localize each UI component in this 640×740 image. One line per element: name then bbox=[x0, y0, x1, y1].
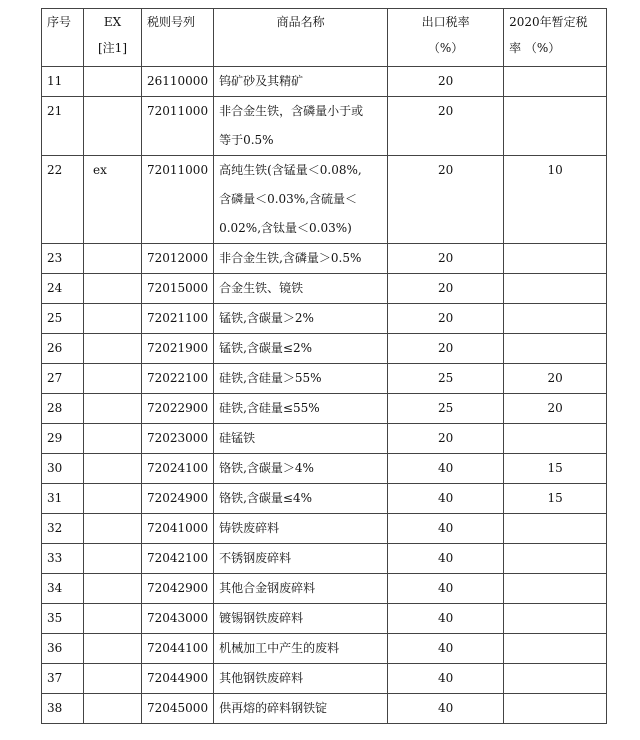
cell-provisional-rate bbox=[504, 424, 607, 454]
cell-product-name bbox=[214, 244, 388, 274]
table-row bbox=[42, 156, 607, 244]
cell-product-name bbox=[214, 664, 388, 694]
header-export-rate-line1: 出口税率 bbox=[421, 15, 470, 29]
cell-ex bbox=[84, 514, 142, 544]
header-provisional-rate-line2: 率 （%） bbox=[509, 41, 561, 55]
table-row bbox=[42, 694, 607, 724]
header-ex bbox=[84, 9, 142, 67]
cell-ex bbox=[84, 694, 142, 724]
cell-product-name bbox=[214, 364, 388, 394]
table-row bbox=[42, 514, 607, 544]
cell-tariff-code: 72012000 bbox=[142, 244, 214, 274]
cell-tariff-code: 72045000 bbox=[142, 694, 214, 724]
cell-serial-number: 34 bbox=[42, 574, 84, 604]
cell-provisional-rate bbox=[504, 274, 607, 304]
cell-product-name bbox=[214, 484, 388, 514]
cell-serial-number: 30 bbox=[42, 454, 84, 484]
cell-provisional-rate: 20 bbox=[504, 364, 607, 394]
cell-tariff-code: 72021900 bbox=[142, 334, 214, 364]
table-row bbox=[42, 424, 607, 454]
table-row bbox=[42, 334, 607, 364]
header-product-name: 商品名称 bbox=[214, 9, 388, 67]
cell-serial-number: 31 bbox=[42, 484, 84, 514]
cell-product-name bbox=[214, 604, 388, 634]
cell-ex bbox=[84, 544, 142, 574]
cell-ex bbox=[84, 484, 142, 514]
cell-ex bbox=[84, 97, 142, 156]
cell-serial-number: 27 bbox=[42, 364, 84, 394]
cell-export-rate: 20 bbox=[388, 67, 504, 97]
table-row bbox=[42, 664, 607, 694]
cell-ex bbox=[84, 67, 142, 97]
cell-provisional-rate: 15 bbox=[504, 484, 607, 514]
cell-product-name bbox=[214, 574, 388, 604]
cell-serial-number: 24 bbox=[42, 274, 84, 304]
cell-serial-number: 11 bbox=[42, 67, 84, 97]
cell-ex bbox=[84, 454, 142, 484]
product-name-line: 其他钢铁废碎料 bbox=[219, 671, 304, 685]
product-name-line: 其他合金钢废碎料 bbox=[219, 581, 316, 595]
cell-serial-number: 36 bbox=[42, 634, 84, 664]
cell-ex bbox=[84, 424, 142, 454]
cell-export-rate: 25 bbox=[388, 394, 504, 424]
product-name-line: 非合金生铁，含磷量小于或 bbox=[219, 104, 364, 118]
cell-ex bbox=[84, 664, 142, 694]
cell-tariff-code: 72011000 bbox=[142, 156, 214, 244]
cell-provisional-rate bbox=[504, 574, 607, 604]
cell-product-name bbox=[214, 634, 388, 664]
cell-serial-number: 32 bbox=[42, 514, 84, 544]
product-name-line: 锰铁,含碳量≤2% bbox=[219, 341, 312, 355]
cell-serial-number: 37 bbox=[42, 664, 84, 694]
cell-tariff-code: 72041000 bbox=[142, 514, 214, 544]
product-name-line: 合金生铁、镜铁 bbox=[219, 281, 304, 295]
cell-ex bbox=[84, 274, 142, 304]
cell-tariff-code: 72011000 bbox=[142, 97, 214, 156]
header-export-rate-line2: （%） bbox=[427, 41, 464, 55]
cell-provisional-rate bbox=[504, 604, 607, 634]
cell-provisional-rate: 20 bbox=[504, 394, 607, 424]
cell-export-rate: 40 bbox=[388, 484, 504, 514]
cell-tariff-code: 72022100 bbox=[142, 364, 214, 394]
cell-export-rate: 20 bbox=[388, 304, 504, 334]
header-provisional-rate bbox=[504, 9, 607, 67]
header-provisional-rate-line1: 2020年暂定税 bbox=[509, 15, 588, 29]
cell-export-rate: 40 bbox=[388, 694, 504, 724]
tariff-table bbox=[41, 8, 607, 724]
table-row bbox=[42, 364, 607, 394]
product-name-line: 铸铁废碎料 bbox=[219, 521, 280, 535]
cell-serial-number: 26 bbox=[42, 334, 84, 364]
cell-product-name bbox=[214, 334, 388, 364]
product-name-line: 硅铁,含硅量＞55% bbox=[219, 371, 322, 385]
cell-serial-number: 21 bbox=[42, 97, 84, 156]
cell-ex bbox=[84, 334, 142, 364]
cell-product-name bbox=[214, 274, 388, 304]
cell-serial-number: 33 bbox=[42, 544, 84, 574]
cell-tariff-code: 72043000 bbox=[142, 604, 214, 634]
cell-product-name bbox=[214, 394, 388, 424]
cell-export-rate: 40 bbox=[388, 634, 504, 664]
header-ex-line1: EX bbox=[103, 15, 122, 29]
product-name-line: 锰铁,含碳量＞2% bbox=[219, 311, 314, 325]
table-row bbox=[42, 394, 607, 424]
cell-tariff-code: 72022900 bbox=[142, 394, 214, 424]
table-row bbox=[42, 97, 607, 156]
cell-product-name bbox=[214, 694, 388, 724]
product-name-line: 钨矿砂及其精矿 bbox=[219, 74, 304, 88]
cell-product-name bbox=[214, 514, 388, 544]
table-row bbox=[42, 634, 607, 664]
cell-ex: ex bbox=[84, 156, 142, 244]
cell-export-rate: 40 bbox=[388, 664, 504, 694]
cell-tariff-code: 72024100 bbox=[142, 454, 214, 484]
product-name-line: 供再熔的碎料钢铁锭 bbox=[219, 701, 328, 715]
cell-provisional-rate bbox=[504, 664, 607, 694]
product-name-line: 镀锡钢铁废碎料 bbox=[219, 611, 304, 625]
cell-ex bbox=[84, 604, 142, 634]
cell-tariff-code: 72024900 bbox=[142, 484, 214, 514]
cell-product-name bbox=[214, 544, 388, 574]
table-row bbox=[42, 604, 607, 634]
cell-export-rate: 20 bbox=[388, 424, 504, 454]
cell-export-rate: 20 bbox=[388, 97, 504, 156]
cell-serial-number: 22 bbox=[42, 156, 84, 244]
product-name-line: 机械加工中产生的废料 bbox=[219, 641, 340, 655]
cell-tariff-code: 72023000 bbox=[142, 424, 214, 454]
table-row bbox=[42, 484, 607, 514]
cell-ex bbox=[84, 634, 142, 664]
header-row bbox=[42, 9, 607, 67]
product-name-line: 0.02%,含钛量＜0.03%) bbox=[219, 221, 352, 235]
product-name-line: 不锈钢废碎料 bbox=[219, 551, 292, 565]
cell-export-rate: 40 bbox=[388, 574, 504, 604]
cell-export-rate: 20 bbox=[388, 156, 504, 244]
header-tariff-code: 税则号列 bbox=[142, 9, 214, 67]
cell-tariff-code: 72021100 bbox=[142, 304, 214, 334]
cell-tariff-code: 72015000 bbox=[142, 274, 214, 304]
product-name-line: 硅铁,含硅量≤55% bbox=[219, 401, 320, 415]
cell-export-rate: 20 bbox=[388, 334, 504, 364]
cell-serial-number: 25 bbox=[42, 304, 84, 334]
cell-tariff-code: 72044100 bbox=[142, 634, 214, 664]
cell-provisional-rate bbox=[504, 97, 607, 156]
product-name-line: 铬铁,含碳量≤4% bbox=[219, 491, 312, 505]
cell-export-rate: 40 bbox=[388, 604, 504, 634]
table-row bbox=[42, 67, 607, 97]
header-ex-line2: [注1] bbox=[98, 41, 127, 55]
cell-ex bbox=[84, 364, 142, 394]
cell-provisional-rate: 15 bbox=[504, 454, 607, 484]
cell-provisional-rate bbox=[504, 67, 607, 97]
cell-product-name bbox=[214, 97, 388, 156]
cell-serial-number: 29 bbox=[42, 424, 84, 454]
product-name-line: 等于0.5% bbox=[219, 133, 274, 147]
cell-provisional-rate bbox=[504, 334, 607, 364]
product-name-line: 硅锰铁 bbox=[219, 431, 256, 445]
product-name-line: 非合金生铁,含磷量＞0.5% bbox=[219, 251, 362, 265]
cell-product-name bbox=[214, 424, 388, 454]
cell-ex bbox=[84, 244, 142, 274]
product-name-line: 铬铁,含碳量＞4% bbox=[219, 461, 314, 475]
cell-export-rate: 40 bbox=[388, 454, 504, 484]
header-export-rate bbox=[388, 9, 504, 67]
cell-tariff-code: 72042900 bbox=[142, 574, 214, 604]
cell-product-name bbox=[214, 156, 388, 244]
cell-serial-number: 23 bbox=[42, 244, 84, 274]
cell-serial-number: 38 bbox=[42, 694, 84, 724]
cell-ex bbox=[84, 574, 142, 604]
cell-product-name bbox=[214, 304, 388, 334]
cell-export-rate: 40 bbox=[388, 514, 504, 544]
cell-product-name bbox=[214, 67, 388, 97]
product-name-line: 高纯生铁(含锰量＜0.08%, bbox=[219, 163, 362, 177]
table-row bbox=[42, 454, 607, 484]
cell-provisional-rate bbox=[504, 514, 607, 544]
table-row bbox=[42, 544, 607, 574]
table-row bbox=[42, 274, 607, 304]
cell-export-rate: 25 bbox=[388, 364, 504, 394]
cell-export-rate: 40 bbox=[388, 544, 504, 574]
table-row bbox=[42, 304, 607, 334]
cell-tariff-code: 26110000 bbox=[142, 67, 214, 97]
cell-tariff-code: 72044900 bbox=[142, 664, 214, 694]
cell-export-rate: 20 bbox=[388, 274, 504, 304]
cell-provisional-rate bbox=[504, 694, 607, 724]
table-row bbox=[42, 574, 607, 604]
cell-provisional-rate bbox=[504, 544, 607, 574]
header-serial-number: 序号 bbox=[42, 9, 84, 67]
cell-provisional-rate bbox=[504, 304, 607, 334]
cell-tariff-code: 72042100 bbox=[142, 544, 214, 574]
cell-product-name bbox=[214, 454, 388, 484]
cell-provisional-rate bbox=[504, 244, 607, 274]
cell-export-rate: 20 bbox=[388, 244, 504, 274]
cell-provisional-rate: 10 bbox=[504, 156, 607, 244]
cell-serial-number: 35 bbox=[42, 604, 84, 634]
cell-provisional-rate bbox=[504, 634, 607, 664]
table-row bbox=[42, 244, 607, 274]
product-name-line: 含磷量＜0.03%,含硫量＜ bbox=[219, 192, 358, 206]
cell-ex bbox=[84, 394, 142, 424]
cell-serial-number: 28 bbox=[42, 394, 84, 424]
cell-ex bbox=[84, 304, 142, 334]
